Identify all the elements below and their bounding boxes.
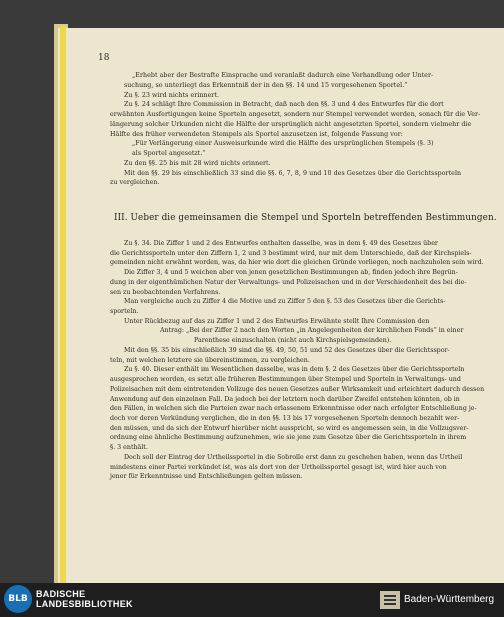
footer-bar — [0, 583, 504, 617]
text-line: Mit den §§. 29 bis einschließlich 33 sind die §§. 6, 7, 8, 9 und 10 des Gesetzes über die Gerichtssporteln — [124, 169, 462, 177]
text-line: „Erhebt aber der Bestrafte Einsprache und veranlaßt dadurch eine Verhandlung oder Unter- — [132, 72, 434, 79]
text-line: dung in der eigenthümlichen Natur der Verwaltungs- und Polizeisachen und in der Verschiedenheit des bei die- — [110, 278, 467, 286]
page-edge-highlight — [60, 26, 66, 583]
text-line: Mit den §§. 35 bis einschließlich 39 sind die §§. 49, 50, 51 und 52 des Gesetzes über die Gerichtsspor- — [124, 346, 450, 354]
text-line: Zu §. 40. Dieser enthält im Wesentlichen dasselbe, was in dem §. 2 des Gesetzes über die Gerichtssporteln — [124, 366, 465, 374]
text-line: die Gerichtssporteln unter den Ziffern 1, 2 und 3 bestimmt wird, nur mit dem Unterschiede, daß der Kirchspiels- — [110, 249, 472, 257]
text-line: Parenthese einzuschalten (nicht auch Kirchspielsgemeinden). — [194, 337, 392, 345]
text-line: Antrag: „Bei der Ziffer 2 nach den Worten „in Angelegenheiten der kirchlichen Fonds“ in einer — [160, 327, 464, 335]
text-line: erwähnten Ausfertigungen keine Sporteln angesetzt, sondern nur Stempel verwendet werden, sonach für die Ver- — [110, 111, 481, 118]
text-line: doch vor deren Verkündung verglichen, die in den §§. 13 bis 17 vorgesehenen Sporteln dennoch bezahlt wer- — [110, 414, 460, 422]
text-line: Man vergleiche auch zu Ziffer 4 die Motive und zu Ziffer 5 den §. 53 des Gesetzes über die Gerichts- — [124, 298, 446, 306]
text-line: „Für Verlängerung einer Ausweisurkunde wird die Hälfte des ursprünglichen Stempels (§. 3) — [132, 140, 434, 148]
text-line: sen zu beobachtenden Verfahrens. — [110, 288, 221, 296]
text-line: suchung, so unterliegt das Erkenntniß der in den §§. 14 und 15 vorgesehenen Sportel.“ — [124, 81, 408, 89]
text-line: den Fällen, in welchen sich die Parteien zwar nach erlassenem Erkenntnisse oder nach erfolgter Entschließung je- — [110, 405, 477, 413]
text-line: Anwendung auf den einzelnen Fall. Da jedoch bei der letztern noch darüber Zweifel entstehen könnten, ob in — [110, 395, 460, 403]
text-line: Zu den §§. 25 bis mit 28 wird nichts erinnert. — [124, 159, 271, 167]
text-line: Unter Rückbezug auf das zu Ziffer 1 und 2 des Entwurfes Erwähnte stellt Ihre Commission den — [124, 317, 430, 325]
text-line: mindestens einer Partei verkündet ist, was als dort von der Urtheilssportel gesagt ist, wird hier auch von — [110, 463, 447, 471]
text-line: teln, mit welchen letztere sie übereinstimmen, zu vergleichen. — [110, 356, 310, 364]
text-line: Die Ziffer 3, 4 und 5 weichen aber von jenen gesetzlichen Bestimmungen ab, finden jedoch ihre Begrün- — [124, 269, 458, 277]
text-line: sporteln. — [110, 308, 139, 316]
blb-logo-icon[interactable]: BLB — [4, 585, 32, 613]
bw-label[interactable]: Baden-Württemberg — [404, 594, 495, 605]
text-line: Zu §. 34. Die Ziffer 1 und 2 des Entwurfes enthalten dasselbe, was in dem §. 49 des Gesetzes über — [124, 240, 438, 247]
text-line: gemeinden nicht erwähnt worden, was, da hier wie dort die gleichen Gründe vorliegen, noch nachzuholen sein wird. — [110, 259, 484, 267]
text-line: zu vergleichen. — [110, 179, 160, 187]
text-line: jener für Erkenntnisse und Entschließungen gelten müssen. — [110, 473, 303, 481]
text-block-bottom — [110, 239, 500, 482]
text-line: ordnung eine ähnliche Bestimmung aufzunehmen, wie sie jene zum Gesetze über die Gerichtssporteln in ihrem — [110, 434, 467, 442]
section-heading: III. Ueber die gemeinsamen die Stempel und Sporteln betreffenden Bestimmungen. — [114, 213, 497, 223]
blb-line2: LANDESBIBLIOTHEK — [36, 599, 133, 609]
text-line: Hälfte des früher verwendeten Stempels als Sportel anzusetzen ist, folgende Fassung vor: — [110, 130, 403, 138]
text-line: §. 3 enthält. — [110, 444, 148, 452]
text-line: als Sportel angesetzt.“ — [132, 150, 206, 157]
text-line: längerung solcher Urkunden nicht die Hälfte der ursprünglich nicht angesetzten Sportel, sondern vielmehr die — [110, 120, 472, 128]
text-block-top — [110, 71, 500, 188]
page-number: 18 — [98, 53, 110, 63]
text-line: ausgesprochen worden, es setzt alle früheren Bestimmungen über Stempel und Sporteln in Verwaltungs- und — [110, 376, 461, 384]
text-line: Polizeisachen mit dem eintretenden Vollzuge des neuen Gesetzes außer Wirksamkeit und erleichtert dadurch dessen — [110, 385, 485, 393]
blb-line1: BADISCHE — [36, 589, 86, 599]
text-line: Zu §. 24 schlägt Ihre Commission in Betracht, daß nach den §§. 3 und 4 des Entwurfes für die dort — [124, 101, 444, 109]
text-line: den müssen, und da sich der Entwurf hierüber nicht ausspricht, so wird es angemessen sein, in die Vollzugsver- — [110, 424, 469, 432]
text-line: Doch soll der Eintrag der Urtheilssportel in die Sobrolle erst dann zu geschehen haben, wenn das Urtheil — [124, 453, 463, 461]
bw-coat-of-arms-icon[interactable] — [380, 591, 400, 609]
blb-name[interactable] — [36, 589, 133, 609]
text-line: Zu §. 23 wird nichts erinnert. — [124, 91, 220, 99]
